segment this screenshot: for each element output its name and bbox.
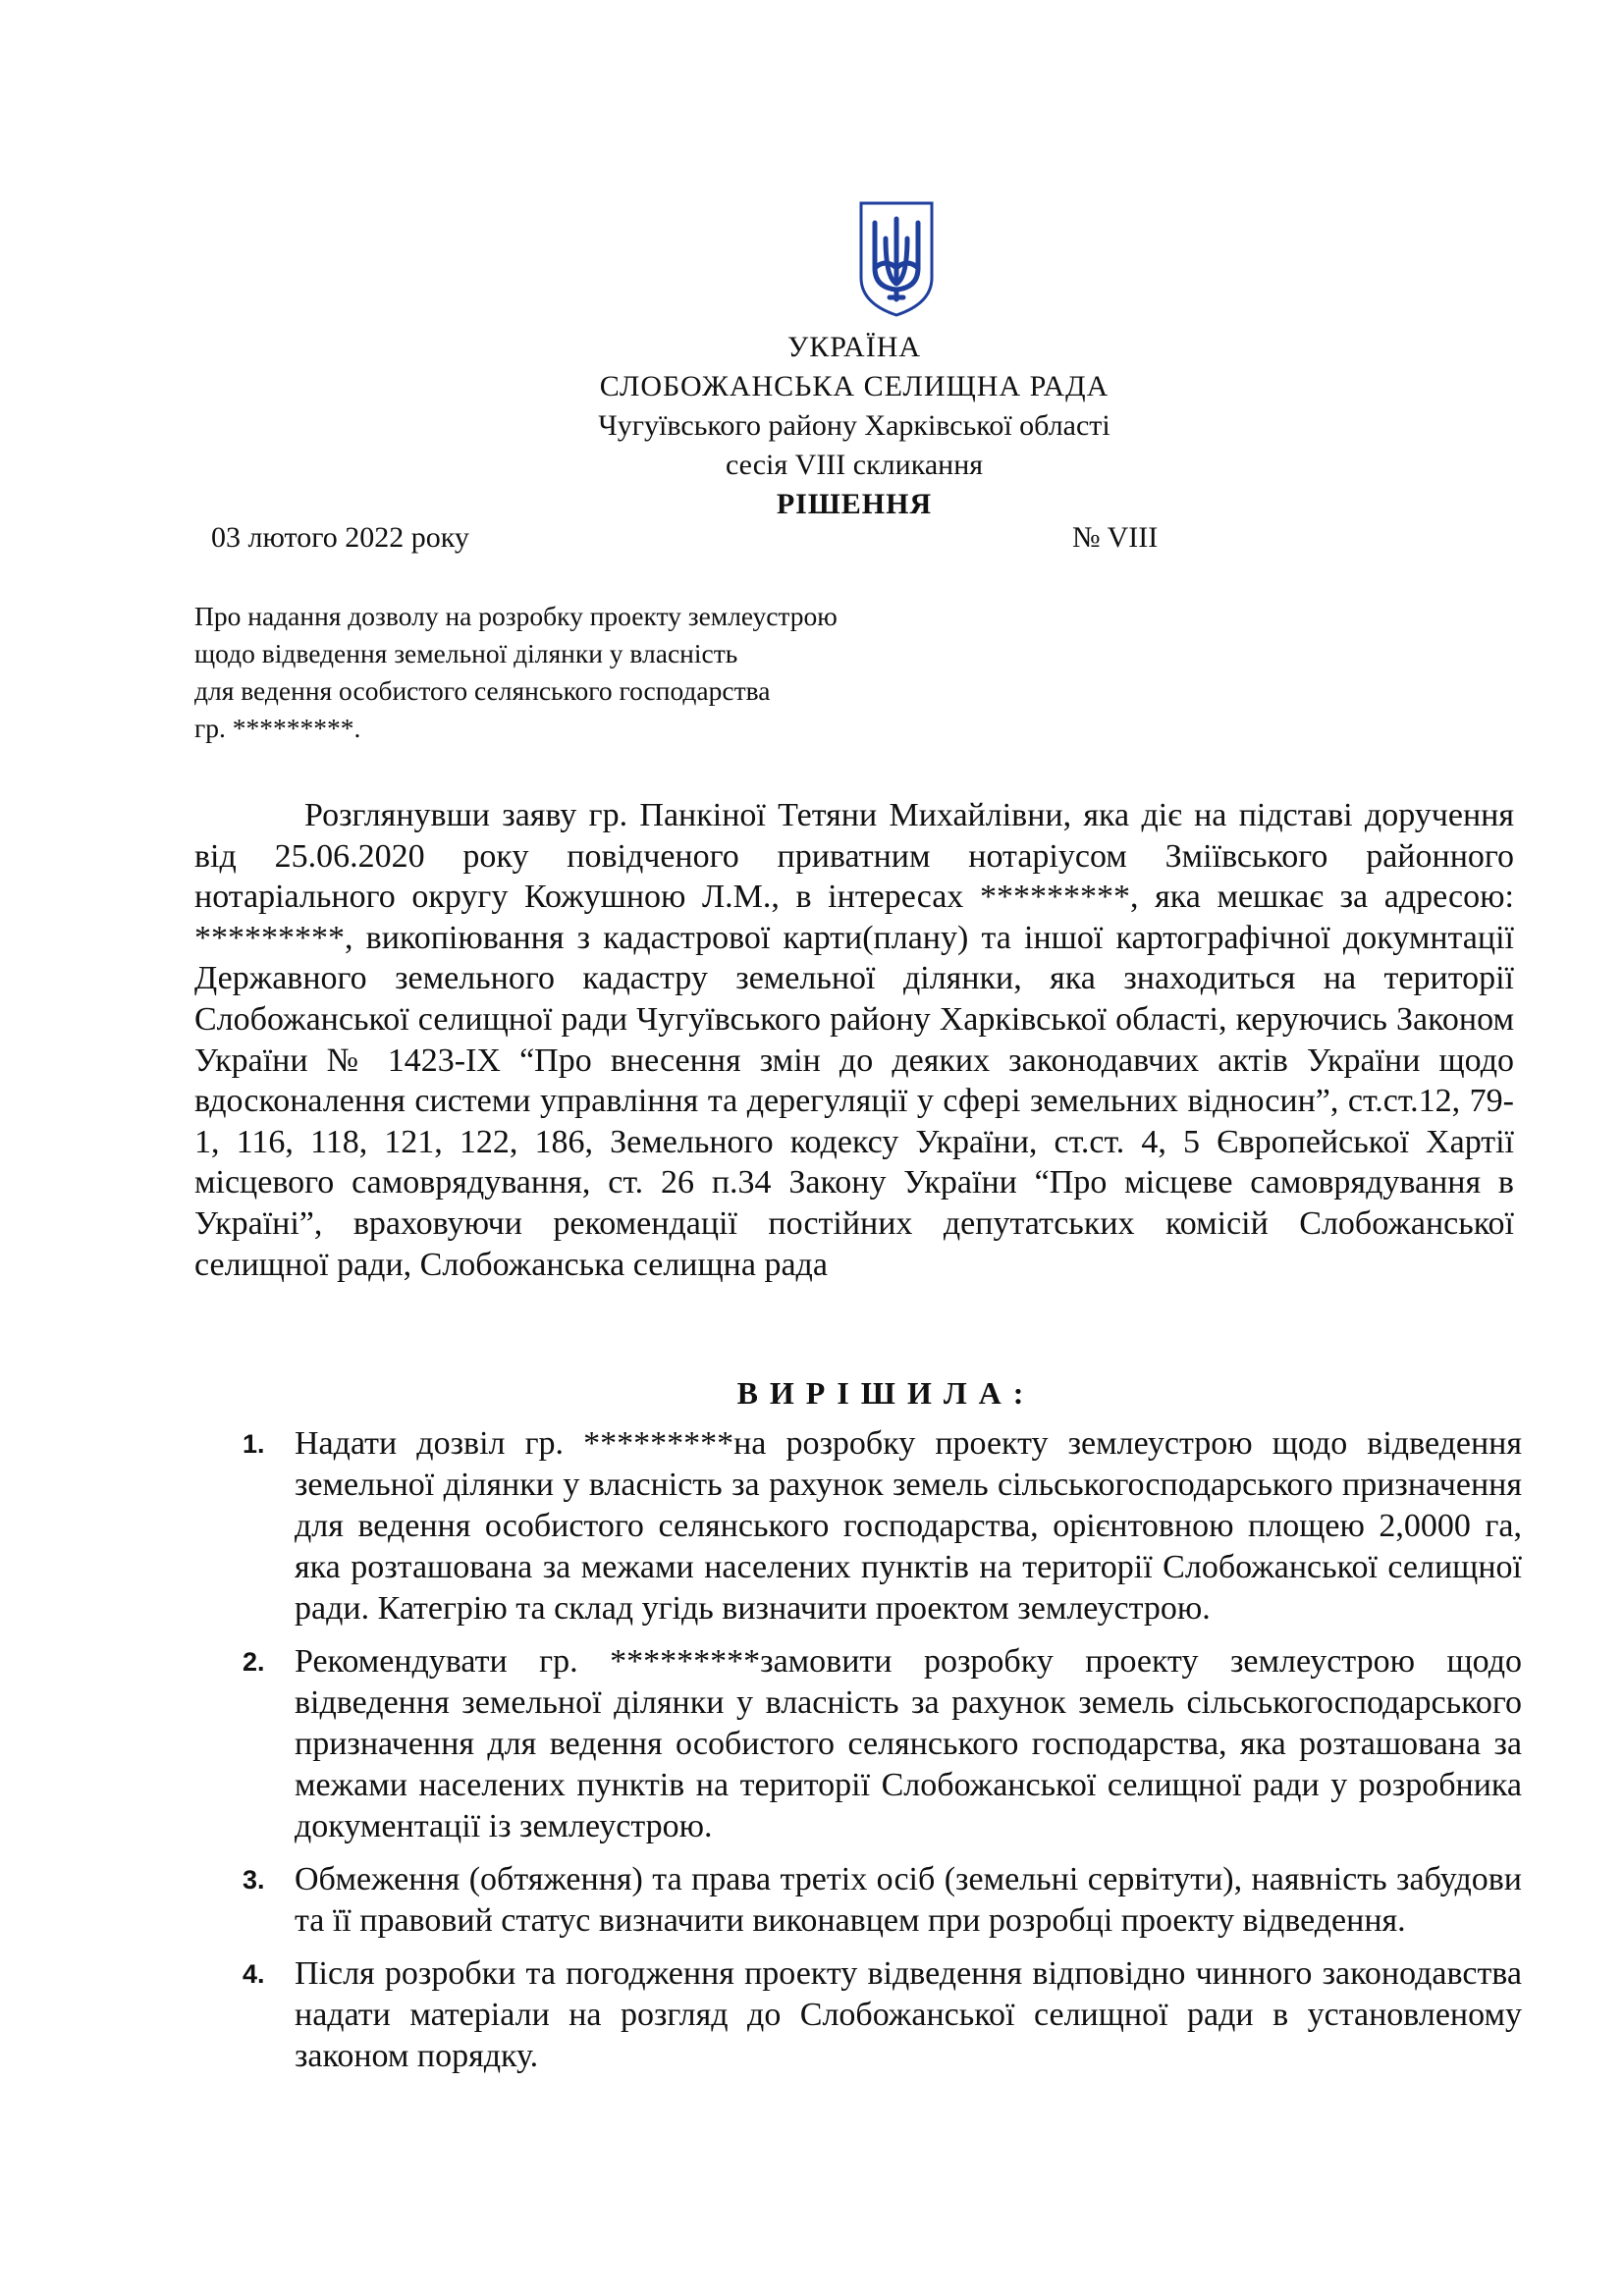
decision-item (226, 1953, 1522, 2077)
ukraine-coat-of-arms-icon (856, 199, 937, 319)
decision-text: Рекомендувати гр. *********замовити розробку проекту землеустрою щодо відведення земельної ділянки у власність за рахунок земель сільськогосподарського призначення для ведення особистого селянського господарства, яка розташована за межами населених пунктів на території Слобожанської селищної ради у розробника документації із землеустрою. (295, 1643, 1522, 1844)
decision-number: 3. (243, 1865, 265, 1895)
subject-line: щодо відведення земельної ділянки у власність (194, 638, 738, 668)
document-subject (194, 598, 838, 747)
subject-line: гр. *********. (194, 713, 361, 743)
decision-text: Після розробки та погодження проекту відведення відповідно чинного законодавства надати матеріали на розгляд до Слобожанської селищної ради в установленому законом порядку. (295, 1955, 1522, 2074)
decision-item (226, 1641, 1522, 1847)
document-number: № VIII (1072, 521, 1159, 554)
country-name: УКРАЇНА (786, 331, 922, 363)
decision-number: 2. (243, 1647, 265, 1677)
region-name: Чугуївського району Харківської області (598, 409, 1110, 442)
decision-item (226, 1859, 1522, 1942)
subject-line: Про надання дозволу на розробку проекту землеустрою (194, 601, 838, 631)
decision-item (226, 1423, 1522, 1629)
decision-number: 4. (243, 1959, 265, 1989)
decision-number: 1. (243, 1429, 265, 1459)
decision-text: Надати дозвіл гр. *********на розробку проекту землеустрою щодо відведення земельної ділянки у власність за рахунок земель сільськогосподарського призначення для ведення особистого селянського господарства, орієнтовною площею 2,0000 га, яка розташована за межами населених пунктів на території Слобожанської селищної ради. Категрію та склад угідь визначити проектом землеустрою. (295, 1425, 1522, 1627)
subject-line: для ведення особистого селянського господарства (194, 675, 771, 706)
preamble-paragraph: Розглянувши заяву гр. Панкіної Тетяни Михайлівни, яка діє на підставі доручення від 25.06.2020 року повідченого приватним нотаріусом Зміївського районного нотаріального округу Кожушною Л.М., в інтересах *********, яка мешкає за адресою: *********, викопіювання з кадастрової карти(плану) та іншої картографічної докумнтації Державного земельного кадастру земельної ділянки, яка знаходиться на території Слобожанської селищної ради Чугуївського району Харківської області, керуючись Законом України № 1423-IX “Про внесення змін до деяких законодавчих актів України щодо вдосконалення системи управління та дерегуляції у сфері земельних відносин”, ст.ст.12, 79-1, 116, 118, 121, 122, 186, Земельного кодексу України, ст.ст. 4, 5 Європейської Хартії місцевого самоврядування, ст. 26 п.34 Закону України “Про місцеве самоврядування в Україні”, враховуючи рекомендації постійних депутатських комісій Слобожанської селищної ради, Слобожанська селищна рада (194, 797, 1514, 1283)
session-info: сесія VIII скликання (725, 449, 984, 481)
decided-heading: В И Р І Ш И Л А : (736, 1375, 1026, 1411)
document-preamble (194, 795, 1514, 1285)
document-header (0, 328, 1624, 524)
document-type: РІШЕННЯ (776, 488, 933, 520)
decision-list (226, 1423, 1522, 2089)
decision-text: Обмеження (обтяження) та права третіх осіб (земельні сервітути), наявність забудови та її правовий статус визначити виконавцем при розробці проекту відведення. (295, 1861, 1522, 1939)
document-date: 03 лютого 2022 року (211, 521, 469, 554)
council-name: СЛОБОЖАНСЬКА СЕЛИЩНА РАДА (599, 370, 1110, 402)
